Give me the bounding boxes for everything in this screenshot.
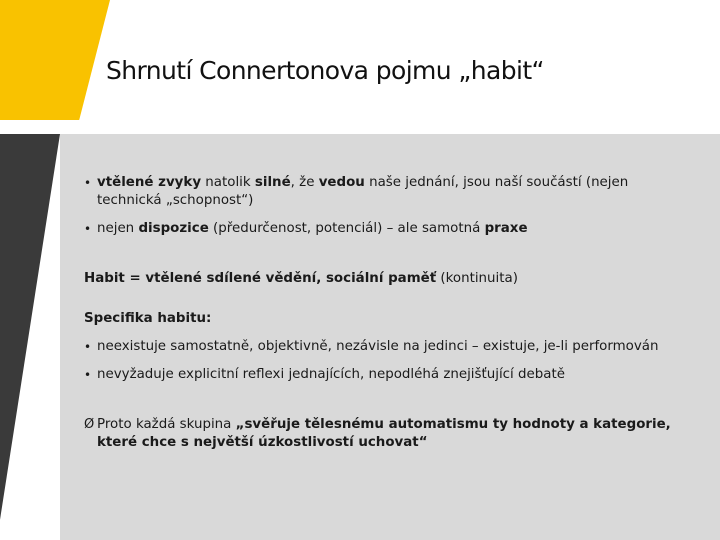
conclusion-quote: „svěřuje tělesnému automatismu ty hodnoty a kategorie, které chce s největší úzkostlivostí uchovat“: [97, 417, 671, 450]
specifika-heading: Specifika habitu:: [84, 311, 212, 326]
bullet-disposition: [84, 220, 694, 238]
slide-title: Shrnutí Connertonova pojmu „habit“: [106, 56, 544, 85]
bullet-text: neexistuje samostatně, objektivně, nezávisle na jedinci – existuje, je-li performován: [97, 339, 659, 354]
bullet-text: nevyžaduje explicitní reflexi jednajících, nepodléhá znejišťující debatě: [97, 367, 565, 382]
bullet-text: dispozice: [138, 221, 209, 236]
bullet-text: natolik: [201, 175, 255, 190]
arrow-icon: Ø: [84, 417, 95, 432]
slide-content: [84, 174, 694, 452]
bullet-text: naše jednání, jsou naší součástí (nejen technická „schopnost“): [97, 175, 629, 208]
bullet-text: vtělené zvyky: [97, 175, 202, 190]
bullet-text: (předurčenost, potenciál) – ale samotná: [208, 221, 485, 236]
bullet-performed: [84, 338, 694, 356]
decorative-yellow-shape: [0, 0, 110, 120]
habit-definition: [84, 270, 694, 288]
bullet-embodied-habits: [84, 174, 694, 210]
bullet-text: silné: [254, 175, 291, 190]
bullet-text: vedou: [318, 175, 365, 190]
bullet-text: , že: [290, 175, 319, 190]
bullet-text: nejen: [97, 221, 139, 236]
bullet-text: praxe: [484, 221, 528, 236]
conclusion-text: Proto každá skupina: [97, 417, 236, 432]
decorative-dark-shape: [0, 134, 60, 540]
conclusion: [84, 416, 694, 452]
definition-rest: (kontinuita): [436, 271, 518, 286]
bullet-no-reflection: [84, 366, 694, 384]
definition-bold: Habit = vtělené sdílené vědění, sociální paměť: [84, 271, 437, 286]
